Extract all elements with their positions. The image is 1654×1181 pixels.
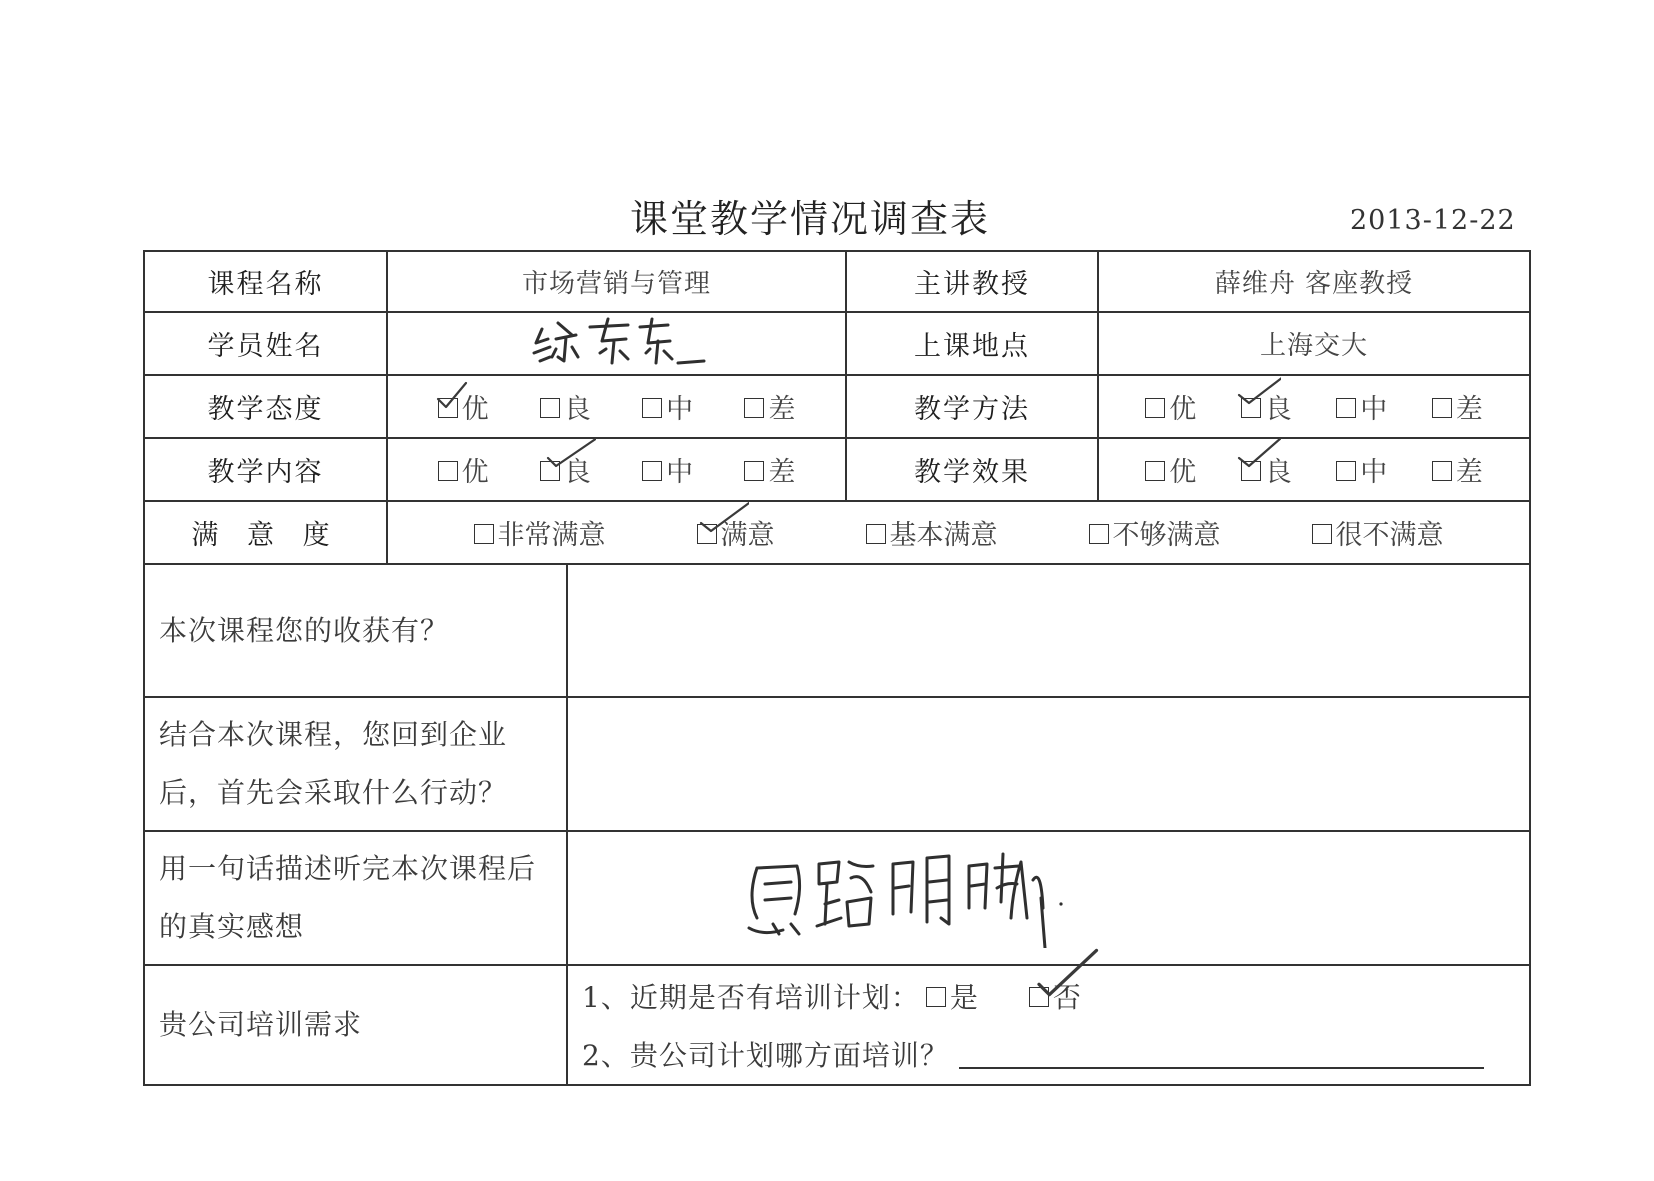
- option-label: 满意: [720, 520, 775, 551]
- attitude-option-average[interactable]: [642, 387, 693, 426]
- checkbox[interactable]: [540, 398, 560, 418]
- checkbox[interactable]: [474, 524, 494, 544]
- feeling-answer[interactable]: [567, 831, 1530, 965]
- content-label: 教学内容: [144, 438, 387, 501]
- option-label: 中: [666, 394, 694, 425]
- training-area-answer-field[interactable]: [959, 1039, 1484, 1069]
- checkbox[interactable]: [1432, 461, 1452, 481]
- option-label: 非常满意: [497, 520, 606, 551]
- option-label: 很不满意: [1335, 520, 1444, 551]
- checkbox[interactable]: [438, 398, 458, 418]
- option-label: 差: [1455, 457, 1483, 488]
- checkbox[interactable]: [1089, 524, 1109, 544]
- student-name-signature: [528, 313, 728, 373]
- checkbox[interactable]: [926, 987, 946, 1007]
- needs-question: 贵公司培训需求: [144, 965, 567, 1085]
- method-option-poor[interactable]: [1432, 387, 1483, 426]
- checkbox[interactable]: [1241, 398, 1261, 418]
- training-area-question: 2、贵公司计划哪方面培训？: [582, 1039, 949, 1072]
- method-option-good[interactable]: [1241, 387, 1292, 426]
- option-label: 差: [768, 457, 796, 488]
- checkbox[interactable]: [1312, 524, 1332, 544]
- checkbox[interactable]: [540, 461, 560, 481]
- attitude-option-excellent[interactable]: [438, 387, 489, 426]
- satisfaction-option-not-enough[interactable]: [1089, 513, 1221, 552]
- satisfaction-option-basic[interactable]: [866, 513, 998, 552]
- lecturer-value[interactable]: 薛维舟 客座教授: [1098, 251, 1530, 312]
- form-date: 2013-12-22: [1350, 205, 1516, 236]
- option-label: 不够满意: [1112, 520, 1221, 551]
- course-name-label: 课程名称: [144, 251, 387, 312]
- checkbox[interactable]: [866, 524, 886, 544]
- option-label: 良: [563, 457, 591, 488]
- student-name-field[interactable]: [387, 312, 846, 375]
- effect-option-good[interactable]: [1241, 450, 1292, 489]
- attitude-option-good[interactable]: [540, 387, 591, 426]
- option-label: 中: [1360, 457, 1388, 488]
- training-plan-option-yes[interactable]: [926, 976, 979, 1016]
- feeling-answer-handwriting: [743, 838, 1073, 948]
- option-label: 基本满意: [889, 520, 998, 551]
- option-label: 差: [1455, 394, 1483, 425]
- attitude-label: 教学态度: [144, 375, 387, 438]
- training-plan-line: [568, 967, 1529, 1025]
- feeling-question: 用一句话描述听完本次课程后的真实感想: [144, 831, 567, 965]
- satisfaction-rating: [387, 501, 1530, 564]
- satisfaction-option-very-unsatisfied[interactable]: [1312, 513, 1444, 552]
- checkbox[interactable]: [438, 461, 458, 481]
- checkbox[interactable]: [1145, 461, 1165, 481]
- checkbox[interactable]: [1029, 987, 1049, 1007]
- effect-rating: [1098, 438, 1530, 501]
- option-label: 良: [563, 394, 591, 425]
- training-plan-question: 1、近期是否有培训计划：: [582, 981, 920, 1014]
- gain-answer[interactable]: [567, 564, 1530, 697]
- content-option-poor[interactable]: [744, 450, 795, 489]
- method-rating: [1098, 375, 1530, 438]
- effect-label: 教学效果: [846, 438, 1098, 501]
- location-value[interactable]: 上海交大: [1098, 312, 1530, 375]
- checkbox[interactable]: [642, 461, 662, 481]
- checkbox[interactable]: [1336, 398, 1356, 418]
- satisfaction-label: 满 意 度: [144, 501, 387, 564]
- option-label: 否: [1052, 981, 1082, 1014]
- method-option-average[interactable]: [1336, 387, 1387, 426]
- option-label: 良: [1264, 394, 1292, 425]
- checkbox[interactable]: [1145, 398, 1165, 418]
- option-label: 优: [1169, 394, 1197, 425]
- method-option-excellent[interactable]: [1145, 387, 1196, 426]
- checkbox[interactable]: [1432, 398, 1452, 418]
- checkbox[interactable]: [697, 524, 717, 544]
- course-name-value[interactable]: 市场营销与管理: [387, 251, 846, 312]
- effect-option-average[interactable]: [1336, 450, 1387, 489]
- checkbox[interactable]: [744, 398, 764, 418]
- content-option-average[interactable]: [642, 450, 693, 489]
- effect-option-excellent[interactable]: [1145, 450, 1196, 489]
- option-label: 中: [666, 457, 694, 488]
- checkbox[interactable]: [1241, 461, 1261, 481]
- form-title: 课堂教学情况调查表: [629, 197, 990, 241]
- checkbox[interactable]: [642, 398, 662, 418]
- satisfaction-option-satisfied[interactable]: [697, 513, 775, 552]
- training-plan-option-no[interactable]: [1029, 976, 1082, 1016]
- attitude-rating: [387, 375, 846, 438]
- attitude-option-poor[interactable]: [744, 387, 795, 426]
- student-name-label: 学员姓名: [144, 312, 387, 375]
- checkbox[interactable]: [744, 461, 764, 481]
- gain-question: 本次课程您的收获有？: [144, 564, 567, 697]
- satisfaction-option-very-satisfied[interactable]: [474, 513, 606, 552]
- location-label: 上课地点: [846, 312, 1098, 375]
- survey-table: [143, 250, 1531, 1086]
- checkbox[interactable]: [1336, 461, 1356, 481]
- method-label: 教学方法: [846, 375, 1098, 438]
- option-label: 优: [461, 457, 489, 488]
- action-question: 结合本次课程，您回到企业后，首先会采取什么行动？: [144, 697, 567, 831]
- content-rating: [387, 438, 846, 501]
- effect-option-poor[interactable]: [1432, 450, 1483, 489]
- option-label: 是: [949, 981, 979, 1014]
- option-label: 差: [768, 394, 796, 425]
- content-option-excellent[interactable]: [438, 450, 489, 489]
- action-answer[interactable]: [567, 697, 1530, 831]
- option-label: 优: [1169, 457, 1197, 488]
- needs-answer: [567, 965, 1530, 1085]
- lecturer-label: 主讲教授: [846, 251, 1098, 312]
- option-label: 优: [461, 394, 489, 425]
- option-label: 良: [1264, 457, 1292, 488]
- option-label: 中: [1360, 394, 1388, 425]
- content-option-good[interactable]: [540, 450, 591, 489]
- training-area-line: [568, 1025, 1529, 1083]
